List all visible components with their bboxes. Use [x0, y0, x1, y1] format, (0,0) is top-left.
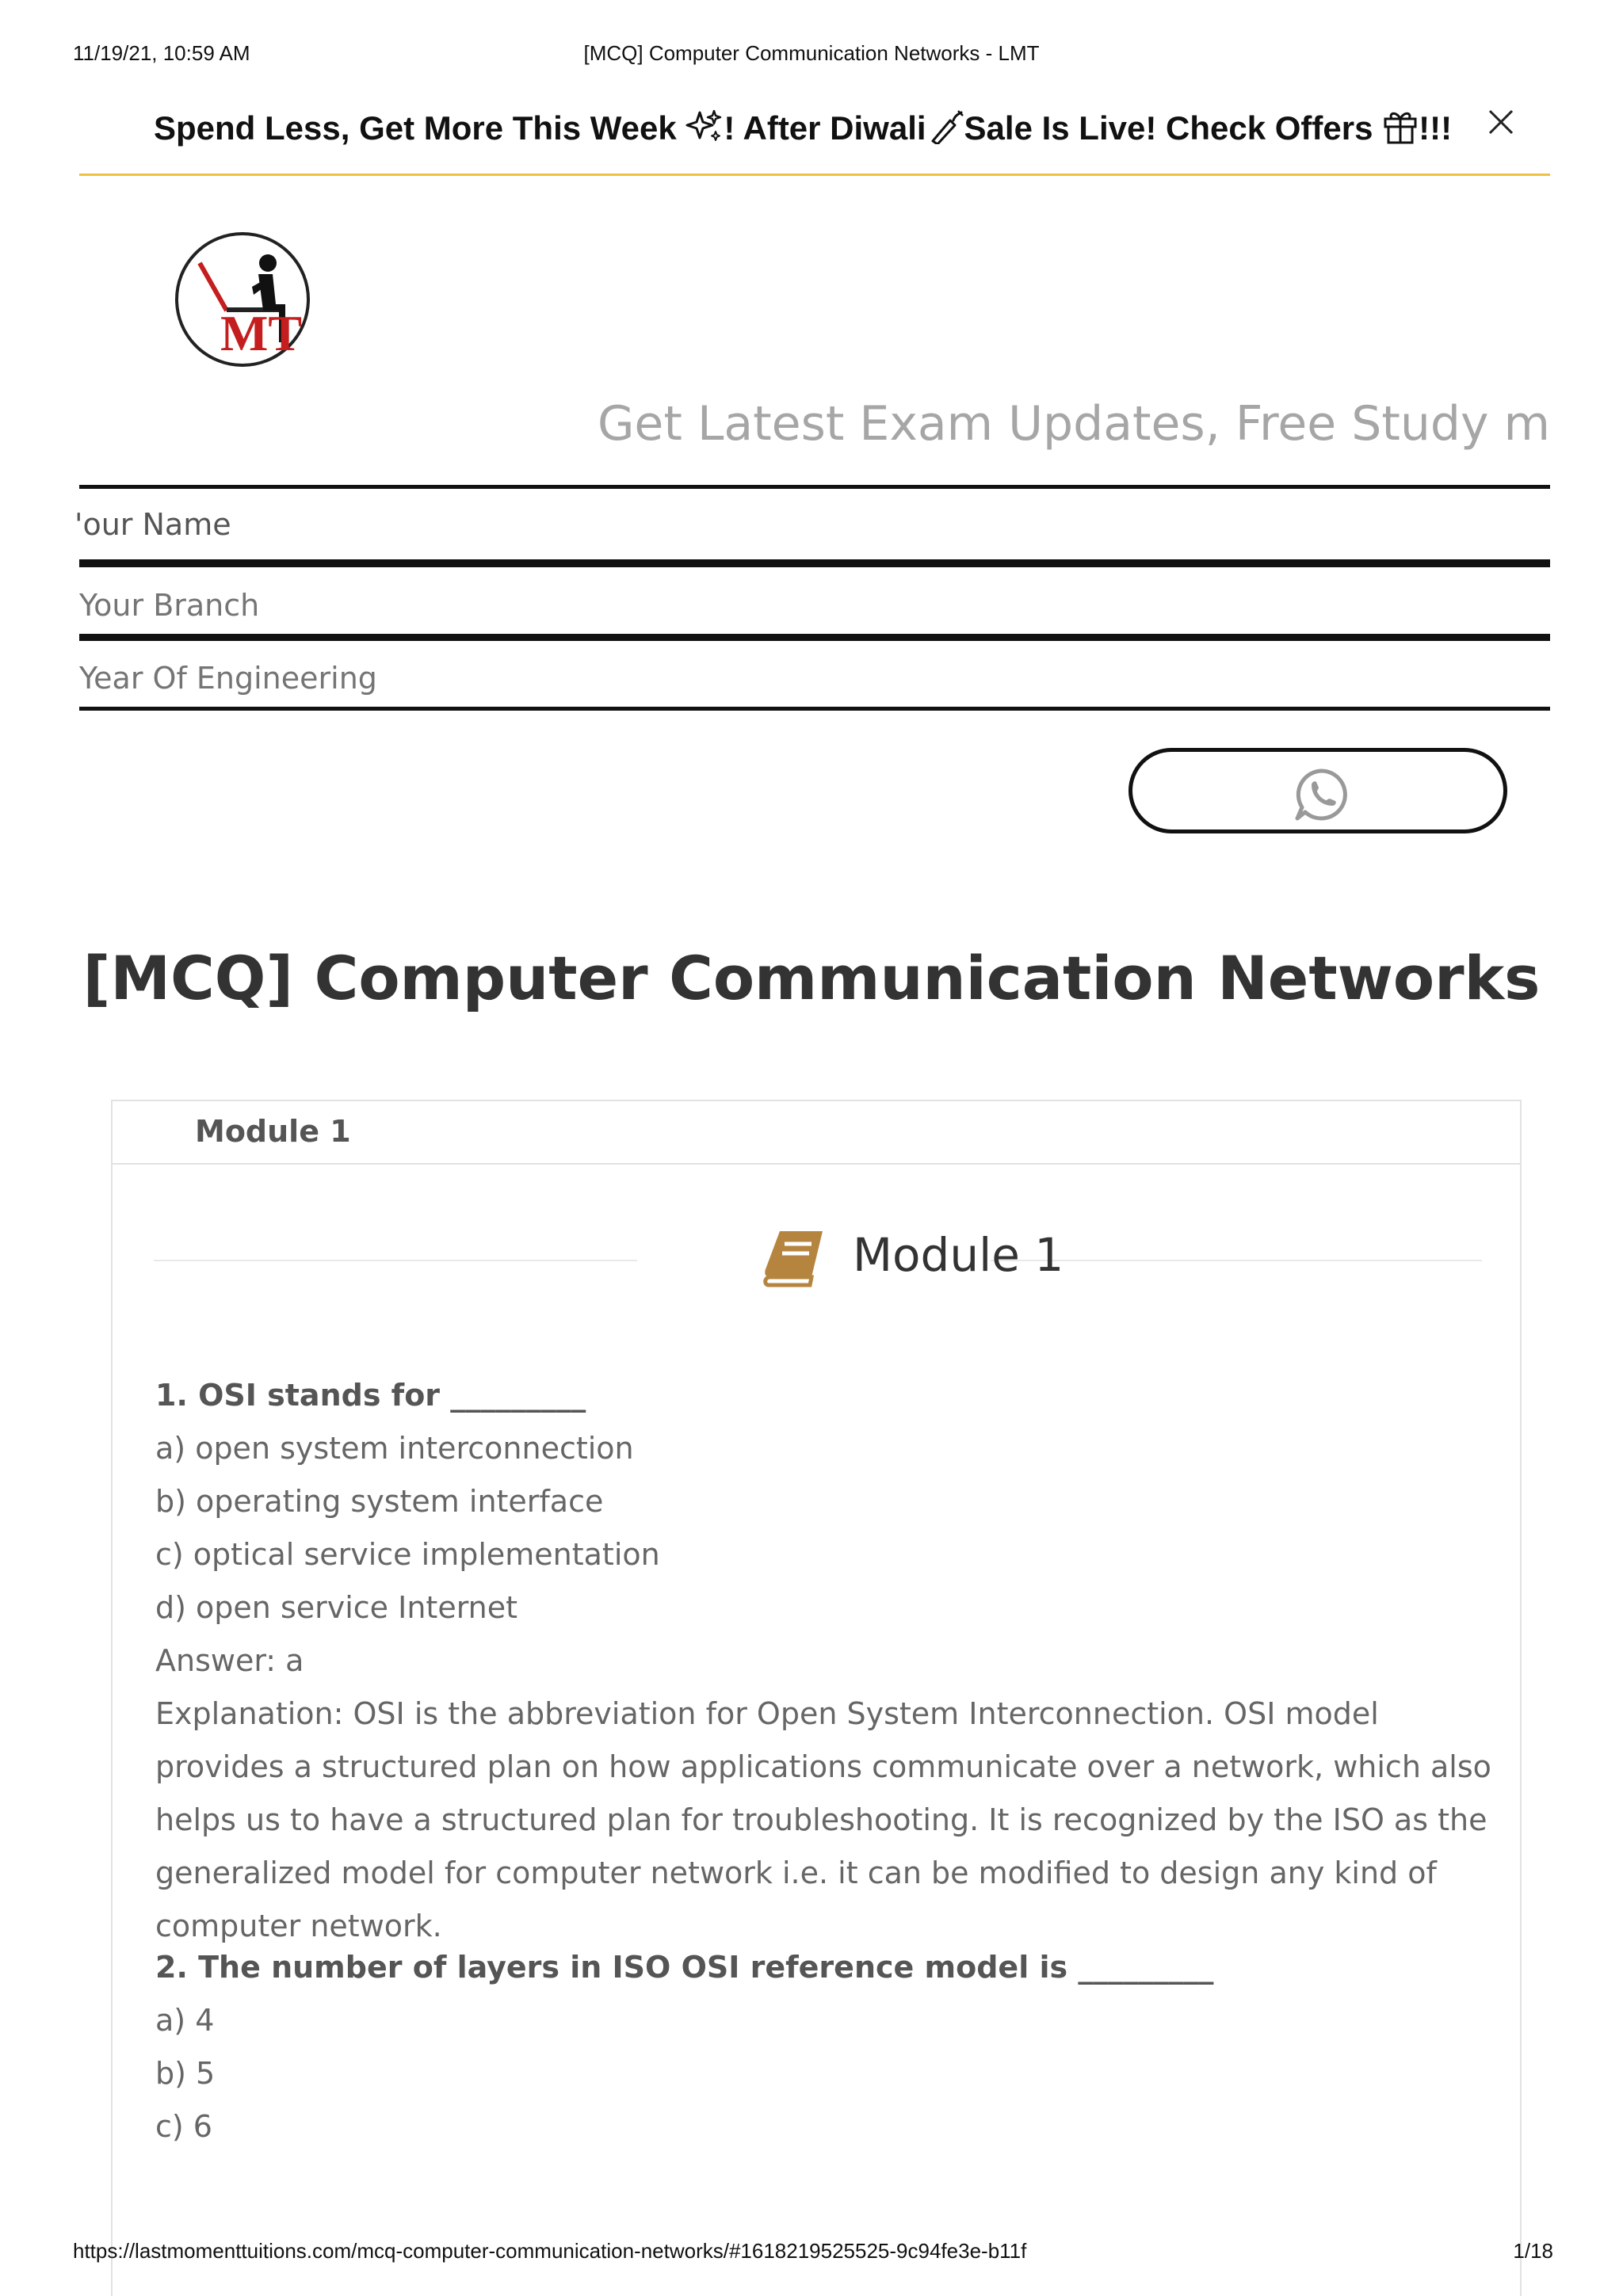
gift-icon: [1382, 108, 1419, 152]
question-option: a) 4: [155, 2003, 215, 2038]
form-rule-name: [79, 559, 1550, 567]
module-tab[interactable]: [113, 1101, 1520, 1165]
module-accordion: [111, 1100, 1522, 2296]
year-field[interactable]: [79, 654, 1550, 702]
heading-divider-right: [991, 1260, 1482, 1261]
print-page-number: 1/18: [1513, 2239, 1553, 2263]
promo-banner: [79, 93, 1550, 176]
print-datetime: 11/19/21, 10:59 AM: [73, 41, 250, 65]
module-heading-text: Module 1: [853, 1228, 1064, 1282]
logo-text: MT: [220, 305, 303, 361]
form-rule-year: [79, 707, 1550, 711]
question-explanation: Explanation: OSI is the abbreviation for Open System Interconnection. OSI model provides a structured plan on how applications communicate over a network, which also helps us to have a structured plan for troubleshooting. It is recognized by the ISO as the generalized model for computer network i.e. it can be modified to design any kind of computer network.: [155, 1696, 1491, 1943]
promo-text[interactable]: [154, 108, 1452, 152]
question-1: [155, 1369, 1503, 1953]
firecracker-icon: [926, 109, 964, 152]
promo-text-part4: !!!: [1419, 109, 1453, 147]
question-option: d) open service Internet: [155, 1590, 518, 1625]
question-title: 1. OSI stands for _________: [155, 1378, 586, 1413]
print-doc-title: [MCQ] Computer Communication Networks - LMT: [583, 41, 1040, 65]
whatsapp-submit-button[interactable]: [1128, 748, 1507, 833]
book-icon: [762, 1228, 826, 1288]
page-title: [MCQ] Computer Communication Networks: [82, 943, 1541, 1013]
whatsapp-icon: [1293, 766, 1350, 823]
promo-text-part3: Sale Is Live! Check Offers: [964, 109, 1383, 147]
module-tab-label: Module 1: [195, 1114, 351, 1149]
tagline: Get Latest Exam Updates, Free Study m: [597, 396, 1550, 452]
question-title: 2. The number of layers in ISO OSI reference model is _________: [155, 1950, 1214, 1985]
form-rule-top: [79, 485, 1550, 489]
site-logo[interactable]: [174, 231, 311, 368]
question-option: c) 6: [155, 2109, 212, 2144]
question-2: [155, 1941, 1503, 2153]
close-icon[interactable]: [1485, 106, 1517, 138]
question-answer: Answer: a: [155, 1643, 304, 1678]
question-option: b) 5: [155, 2056, 216, 2091]
question-option: b) operating system interface: [155, 1484, 604, 1519]
name-field[interactable]: 'our Name: [74, 507, 231, 542]
branch-field[interactable]: [79, 582, 1550, 629]
heading-divider-left: [154, 1260, 637, 1261]
promo-text-part1: Spend Less, Get More This Week: [154, 109, 686, 147]
sparkles-icon: [685, 109, 724, 152]
question-option: c) optical service implementation: [155, 1537, 660, 1572]
promo-text-part2: ! After Diwali: [724, 109, 926, 147]
form-rule-branch: [79, 634, 1550, 641]
print-url: https://lastmomenttuitions.com/mcq-computer-communication-networks/#1618219525525-9c94fe3e-b11f: [73, 2239, 1027, 2263]
question-option: a) open system interconnection: [155, 1431, 634, 1466]
